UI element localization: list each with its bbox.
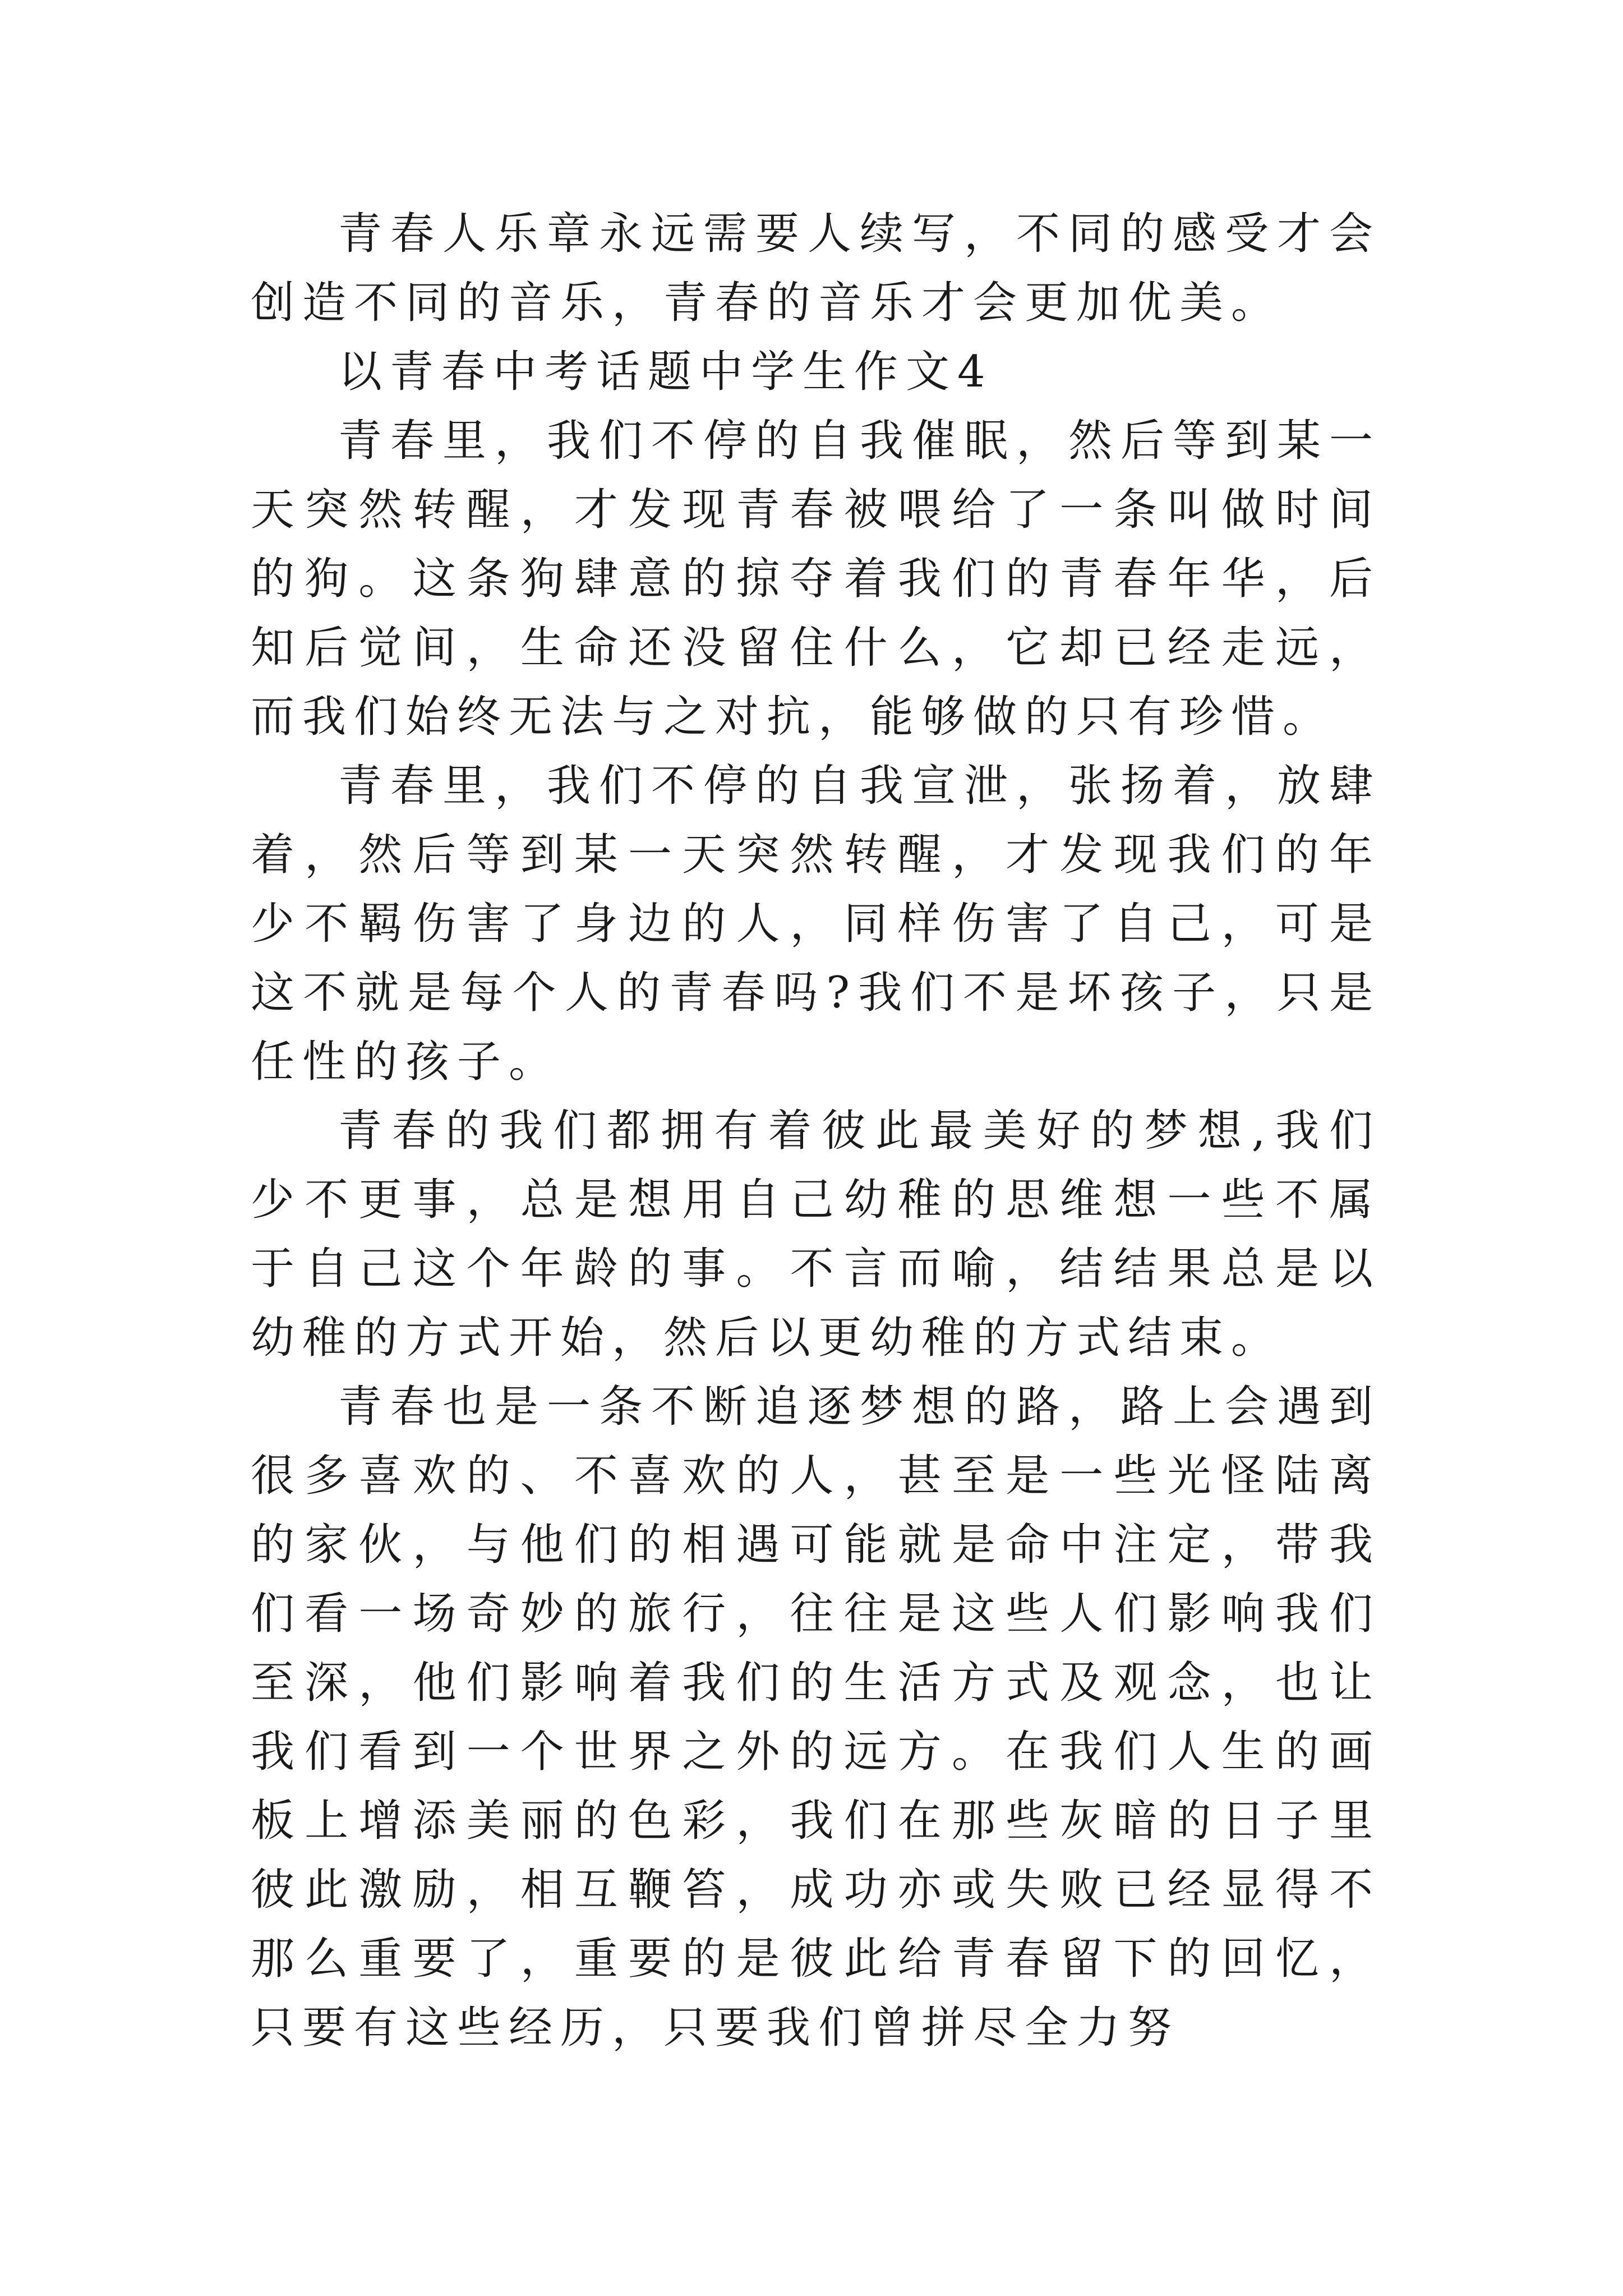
essay-heading: 以青春中考话题中学生作文4 — [338, 347, 993, 397]
paragraph-road: 青春也是一条不断追逐梦想的路，路上会遇到很多喜欢的、不喜欢的人，甚至是一些光怪陆离的家伙，与他们的相遇可能就是命中注定，带我们看一场奇妙的旅行，往往是这些人们影响我们至深，他们影响着我们的生活方式及观念，也让我们看到一个世界之外的远方。在我们人生的画板上增添美丽的色彩，我们在那些灰暗的日子里彼此激励，相互鞭笞，成功亦或失败已经显得不那么重要了，重要的是彼此给青春留下的回忆，只要有这些经历，只要我们曾拼尽全力努 — [251, 1382, 1381, 2053]
paragraph-time-dog: 青春里，我们不停的自我催眠，然后等到某一天突然转醒，才发现青春被喂给了一条叫做时间的狗。这条狗肆意的掠夺着我们的青春年华，后知后觉间，生命还没留住什么，它却已经走远，而我们始终无法与之对抗，能够做的只有珍惜。 — [251, 416, 1381, 742]
essay-body — [251, 200, 1381, 2063]
paragraph-dreams: 青春的我们都拥有着彼此最美好的梦想,我们少不更事，总是想用自己幼稚的思维想一些不属于自己这个年龄的事。不言而喻，结结果总是以幼稚的方式开始，然后以更幼稚的方式结束。 — [251, 1106, 1381, 1363]
paragraph-self-indulgence: 青春里，我们不停的自我宣泄，张扬着，放肆着，然后等到某一天突然转醒，才发现我们的年少不羁伤害了身边的人，同样伤害了自己，可是这不就是每个人的青春吗?我们不是坏孩子，只是任性的孩子。 — [251, 761, 1381, 1087]
paragraph-music: 青春人乐章永远需要人续写，不同的感受才会创造不同的音乐，青春的音乐才会更加优美。 — [251, 209, 1381, 328]
